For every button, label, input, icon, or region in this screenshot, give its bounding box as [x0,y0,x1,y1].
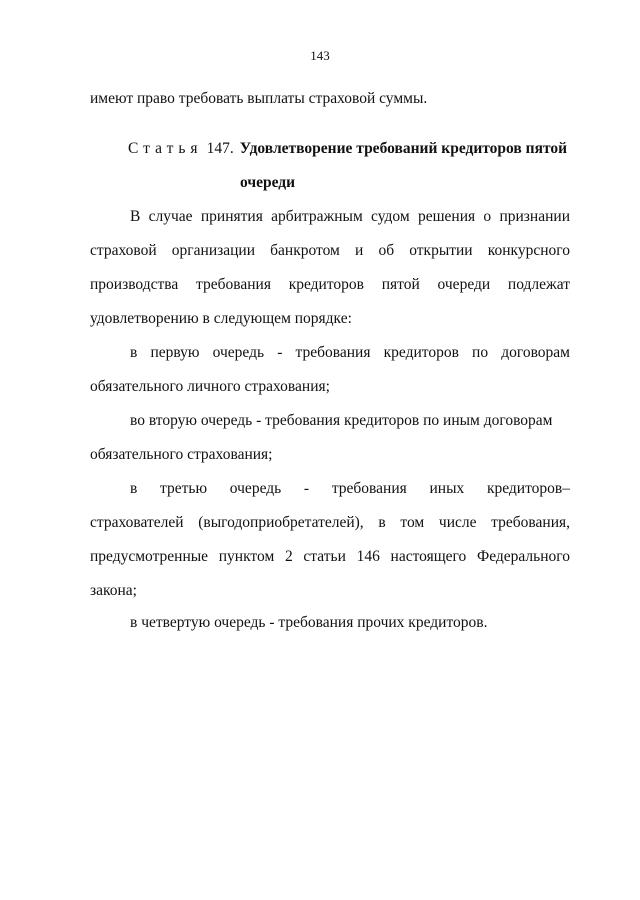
list-item-line: предусмотренные пунктом 2 статьи 146 настоящего Федерального [90,548,570,565]
paragraph-line: удовлетворению в следующем порядке: [90,310,352,327]
list-item-line: страхователей (выгодоприобретателей), в том числе требования, [90,514,570,531]
paragraph-main [90,200,570,336]
paragraph-line: В случае принятия арбитражным судом решения о признании [130,208,570,225]
list-item-line: закона; [90,582,137,599]
list-item-line: во вторую очередь - требования кредиторов по иным договорам [130,412,553,429]
page-number: 143 [310,48,330,63]
list-item-line: в четвертую очередь - требования прочих кредиторов. [130,614,488,631]
intro-line [90,82,570,116]
paragraph-line: производства требования кредиторов пятой очереди подлежат [90,276,570,293]
list-item-third [90,472,570,608]
list-item-fourth [90,606,570,640]
list-item-line: обязательного личного страхования; [90,378,330,395]
article-heading [128,132,567,166]
article-title-line1: Удовлетворение требований кредиторов пятой [239,140,568,157]
list-item-second [90,404,570,472]
list-item-line: в первую очередь - требования кредиторов по договорам [130,344,570,361]
list-item-first [90,336,570,404]
article-title-line2: очереди [240,174,296,191]
paragraph-line: страховой организации банкротом и об открытии конкурсного [90,242,570,259]
intro-text: имеют право требовать выплаты страховой суммы. [90,90,428,107]
list-item-line: обязательного страхования; [90,446,273,463]
article-word: Статья [128,140,203,157]
article-number: 147. [206,140,234,157]
list-item-line: в третью очередь - требования иных кредиторов– [130,480,570,497]
